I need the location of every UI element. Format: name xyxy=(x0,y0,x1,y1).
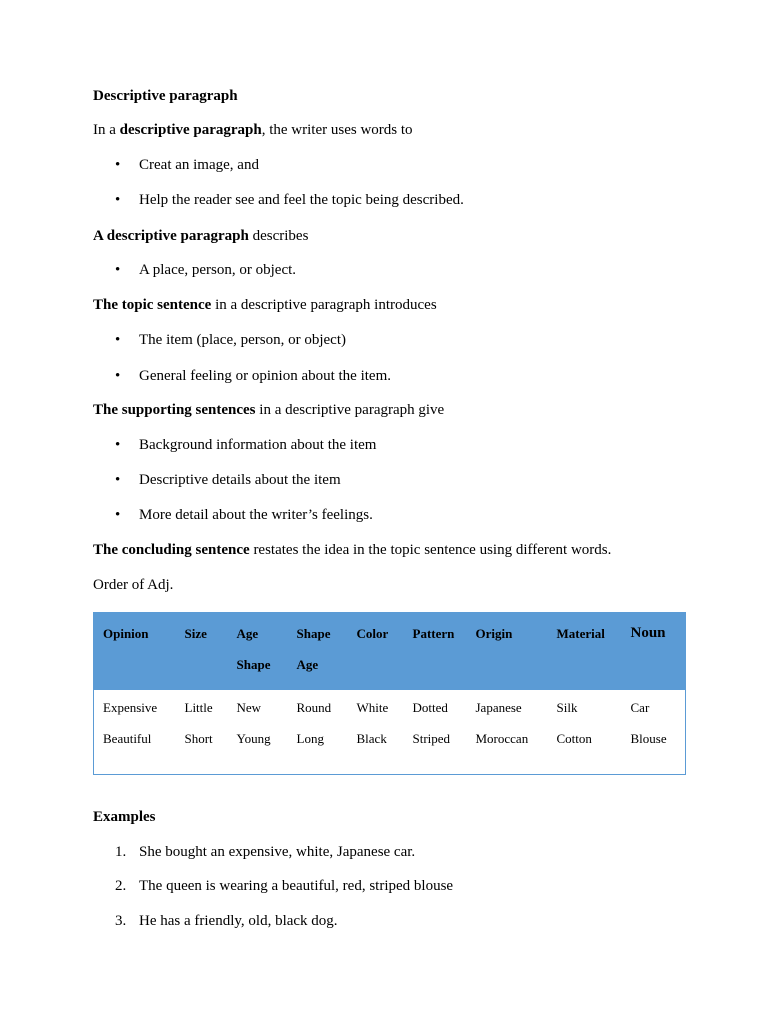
bullet-marker: • xyxy=(115,437,121,453)
table-cell: Car Blouse xyxy=(630,700,667,746)
example-sentence: She bought an expensive, white, Japanese car. xyxy=(139,844,416,860)
header-cell: Material xyxy=(548,613,622,691)
header-cell: Origin xyxy=(467,613,548,691)
header-cell: Color xyxy=(348,613,404,691)
table-cell: Round Long xyxy=(296,700,332,746)
adjective-order-table xyxy=(93,612,686,775)
table-cell: Japanese Moroccan xyxy=(475,700,529,746)
heading: Descriptive paragraph xyxy=(93,88,238,104)
list-number: 1. xyxy=(115,844,127,860)
table-cell: Silk Cotton xyxy=(556,700,592,746)
bullet-marker: • xyxy=(115,472,121,488)
table-cell: Dotted Striped xyxy=(412,700,451,746)
concluding-line: The concluding sentence restates the idea in the topic sentence using different words. xyxy=(93,542,612,558)
supporting-line: The supporting sentences in a descriptive paragraph give xyxy=(93,402,445,418)
list-number: 2. xyxy=(115,878,127,894)
header-cell: Size xyxy=(176,613,228,691)
list-number: 3. xyxy=(115,913,127,929)
list-item: General feeling or opinion about the item. xyxy=(139,368,392,384)
intro-line: In a descriptive paragraph, the writer uses words to xyxy=(93,122,413,138)
describes-line: A descriptive paragraph describes xyxy=(93,228,309,244)
header-cell: Pattern xyxy=(404,613,467,691)
header-cell: Opinion xyxy=(94,613,176,691)
bullet-marker: • xyxy=(115,368,121,384)
list-item: Background information about the item xyxy=(139,437,377,453)
table-header-row xyxy=(94,613,686,691)
header-cell: Shape Age xyxy=(288,613,348,691)
table-cell: Expensive Beautiful xyxy=(103,700,158,746)
table-body-row xyxy=(94,690,686,775)
list-item: More detail about the writer’s feelings. xyxy=(139,507,373,523)
bullet-marker: • xyxy=(115,157,121,173)
header-cell: Noun xyxy=(622,613,686,691)
bullet-marker: • xyxy=(115,507,121,523)
list-item: Creat an image, and xyxy=(139,157,259,173)
header-cell: Age Shape xyxy=(228,613,288,691)
list-item: Descriptive details about the item xyxy=(139,472,341,488)
bullet-marker: • xyxy=(115,332,121,348)
bullet-marker: • xyxy=(115,262,121,278)
order-label: Order of Adj. xyxy=(93,577,174,593)
example-sentence: He has a friendly, old, black dog. xyxy=(139,913,338,929)
list-item: Help the reader see and feel the topic being described. xyxy=(139,192,464,208)
list-item: The item (place, person, or object) xyxy=(139,332,346,348)
table-cell: New Young xyxy=(236,700,271,746)
table-cell: Little Short xyxy=(184,700,213,746)
example-sentence: The queen is wearing a beautiful, red, striped blouse xyxy=(139,878,454,894)
table-cell: White Black xyxy=(356,700,389,746)
topic-line: The topic sentence in a descriptive paragraph introduces xyxy=(93,297,437,313)
examples-heading: Examples xyxy=(93,809,156,825)
bullet-marker: • xyxy=(115,192,121,208)
list-item: A place, person, or object. xyxy=(139,262,297,278)
